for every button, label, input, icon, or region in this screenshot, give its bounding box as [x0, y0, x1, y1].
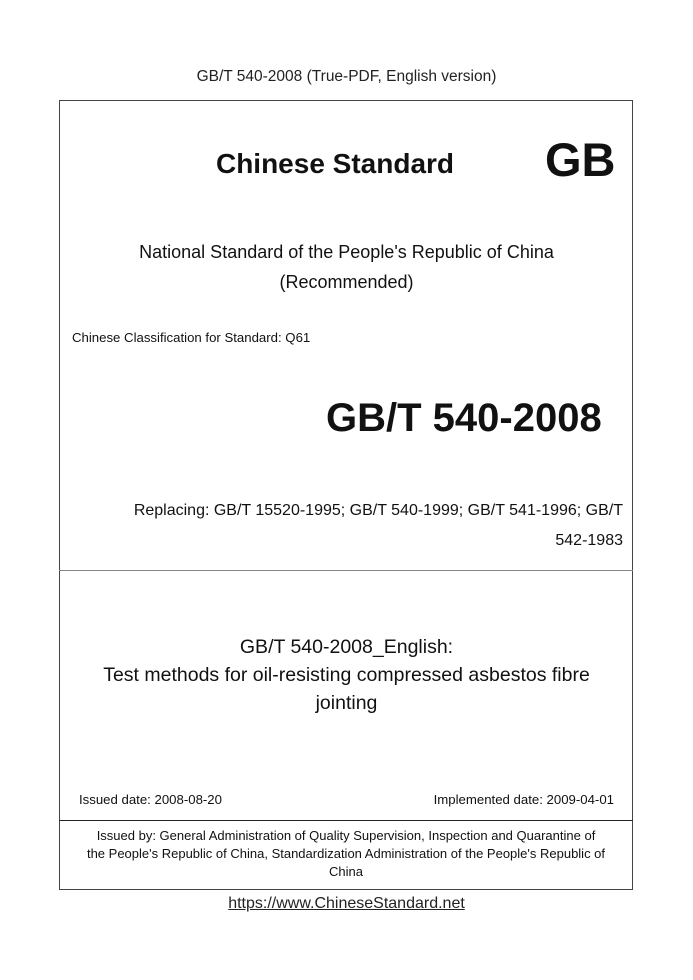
document-header-title: GB/T 540-2008 (True-PDF, English version) — [196, 68, 497, 85]
recommended-label: (Recommended) — [279, 272, 414, 292]
implemented-date: Implemented date: 2009-04-01 — [433, 792, 614, 807]
cover-frame — [59, 100, 633, 890]
standard-number: GB/T 540-2008 — [326, 396, 602, 440]
section-divider — [59, 570, 633, 571]
classification-label: Chinese Classification for Standard: Q61 — [72, 330, 311, 345]
document-title-line-2: Test methods for oil-resisting compressed asbestos fibre — [103, 664, 590, 686]
replacing-line-2: 542-1983 — [555, 532, 623, 549]
issued-date: Issued date: 2008-08-20 — [79, 792, 222, 807]
document-title-line-3: jointing — [315, 692, 378, 714]
replacing-line-1: Replacing: GB/T 15520-1995; GB/T 540-1999; GB/T 541-1996; GB/T — [133, 502, 623, 519]
issuer-line-3: China — [329, 864, 363, 879]
cover-heading: Chinese Standard — [215, 148, 455, 179]
website-link[interactable]: https://www.ChineseStandard.net — [228, 895, 465, 912]
gb-mark: GB — [545, 133, 616, 186]
national-standard-line: National Standard of the People's Republic of China — [139, 242, 554, 262]
document-title-line-1: GB/T 540-2008_English: — [239, 636, 454, 658]
issuer-line-2: the People's Republic of China, Standardization Administration of the People's Republic of — [86, 846, 606, 861]
issuer-divider — [59, 820, 633, 821]
issuer-line-1: Issued by: General Administration of Quality Supervision, Inspection and Quarantine of — [96, 828, 596, 843]
issuer-block — [59, 827, 633, 881]
